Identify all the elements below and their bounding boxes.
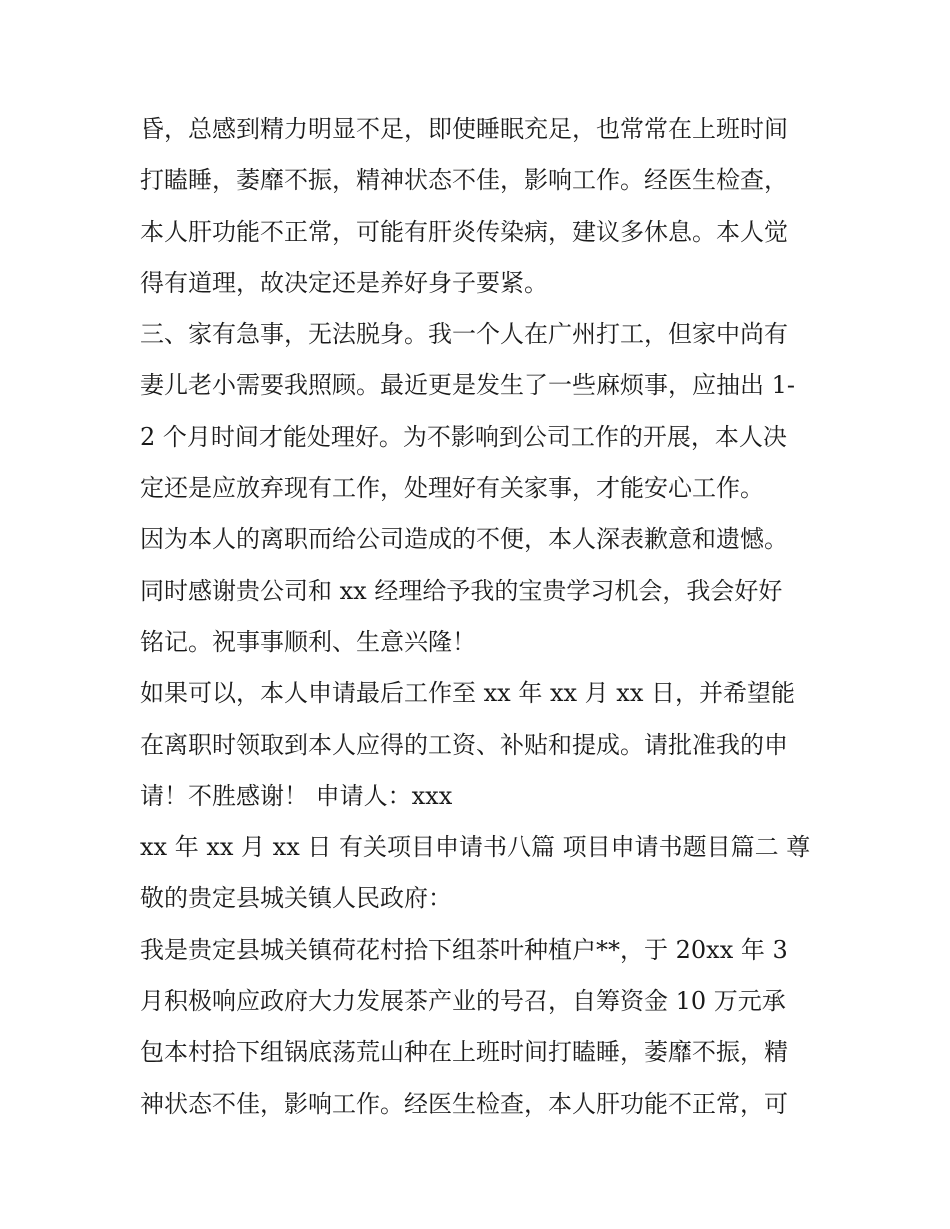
text-line: 请！不胜感谢！ 申请人：xxx xyxy=(140,781,453,810)
text-line: 三、家有急事，无法脱身。我一个人在广州打工，但家中尚有 xyxy=(140,320,788,349)
text-line: 月积极响应政府大力发展茶产业的号召，自筹资金 10 万元承 xyxy=(140,987,786,1016)
text-line: 得有道理，故决定还是养好身子要紧。 xyxy=(140,268,548,297)
text-line: 昏，总感到精力明显不足，即使睡眠充足，也常常在上班时间 xyxy=(140,115,788,143)
text-line: 定还是应放弃现有工作，处理好有关家事，才能安心工作。 xyxy=(140,474,764,503)
text-line: 同时感谢贵公司和 xx 经理给予我的宝贵学习机会，我会好好 xyxy=(140,576,783,605)
text-line: 包本村拾下组锅底荡荒山种在上班时间打瞌睡，萎靡不振，精 xyxy=(140,1038,788,1067)
text-line: 在离职时领取到本人应得的工资、补贴和提成。请批准我的申 xyxy=(140,730,788,759)
text-line: 打瞌睡，萎靡不振，精神状态不佳，影响工作。经医生检查， xyxy=(140,166,788,195)
text-line: 我是贵定县城关镇荷花村拾下组茶叶种植户**，于 20xx 年 3 xyxy=(140,935,788,964)
text-line: 铭记。祝事事顺利、生意兴隆！ xyxy=(140,627,476,656)
body-text xyxy=(140,104,820,1130)
text-line: 如果可以，本人申请最后工作至 xx 年 xx 月 xx 日，并希望能 xyxy=(140,679,795,708)
text-line: xx 年 xx 月 xx 日 有关项目申请书八篇 项目申请书题目篇二 尊 xyxy=(140,833,811,862)
text-line: 敬的贵定县城关镇人民政府： xyxy=(140,884,452,913)
text-line: 2 个月时间才能处理好。为不影响到公司工作的开展，本人决 xyxy=(140,422,787,451)
text-line: 因为本人的离职而给公司造成的不便，本人深表歉意和遗憾。 xyxy=(140,525,788,554)
text-line: 神状态不佳，影响工作。经医生检查，本人肝功能不正常，可 xyxy=(140,1089,788,1118)
text-line: 本人肝功能不正常，可能有肝炎传染病，建议多休息。本人觉 xyxy=(140,217,788,246)
text-line: 妻儿老小需要我照顾。最近更是发生了一些麻烦事，应抽出 1- xyxy=(140,371,796,400)
